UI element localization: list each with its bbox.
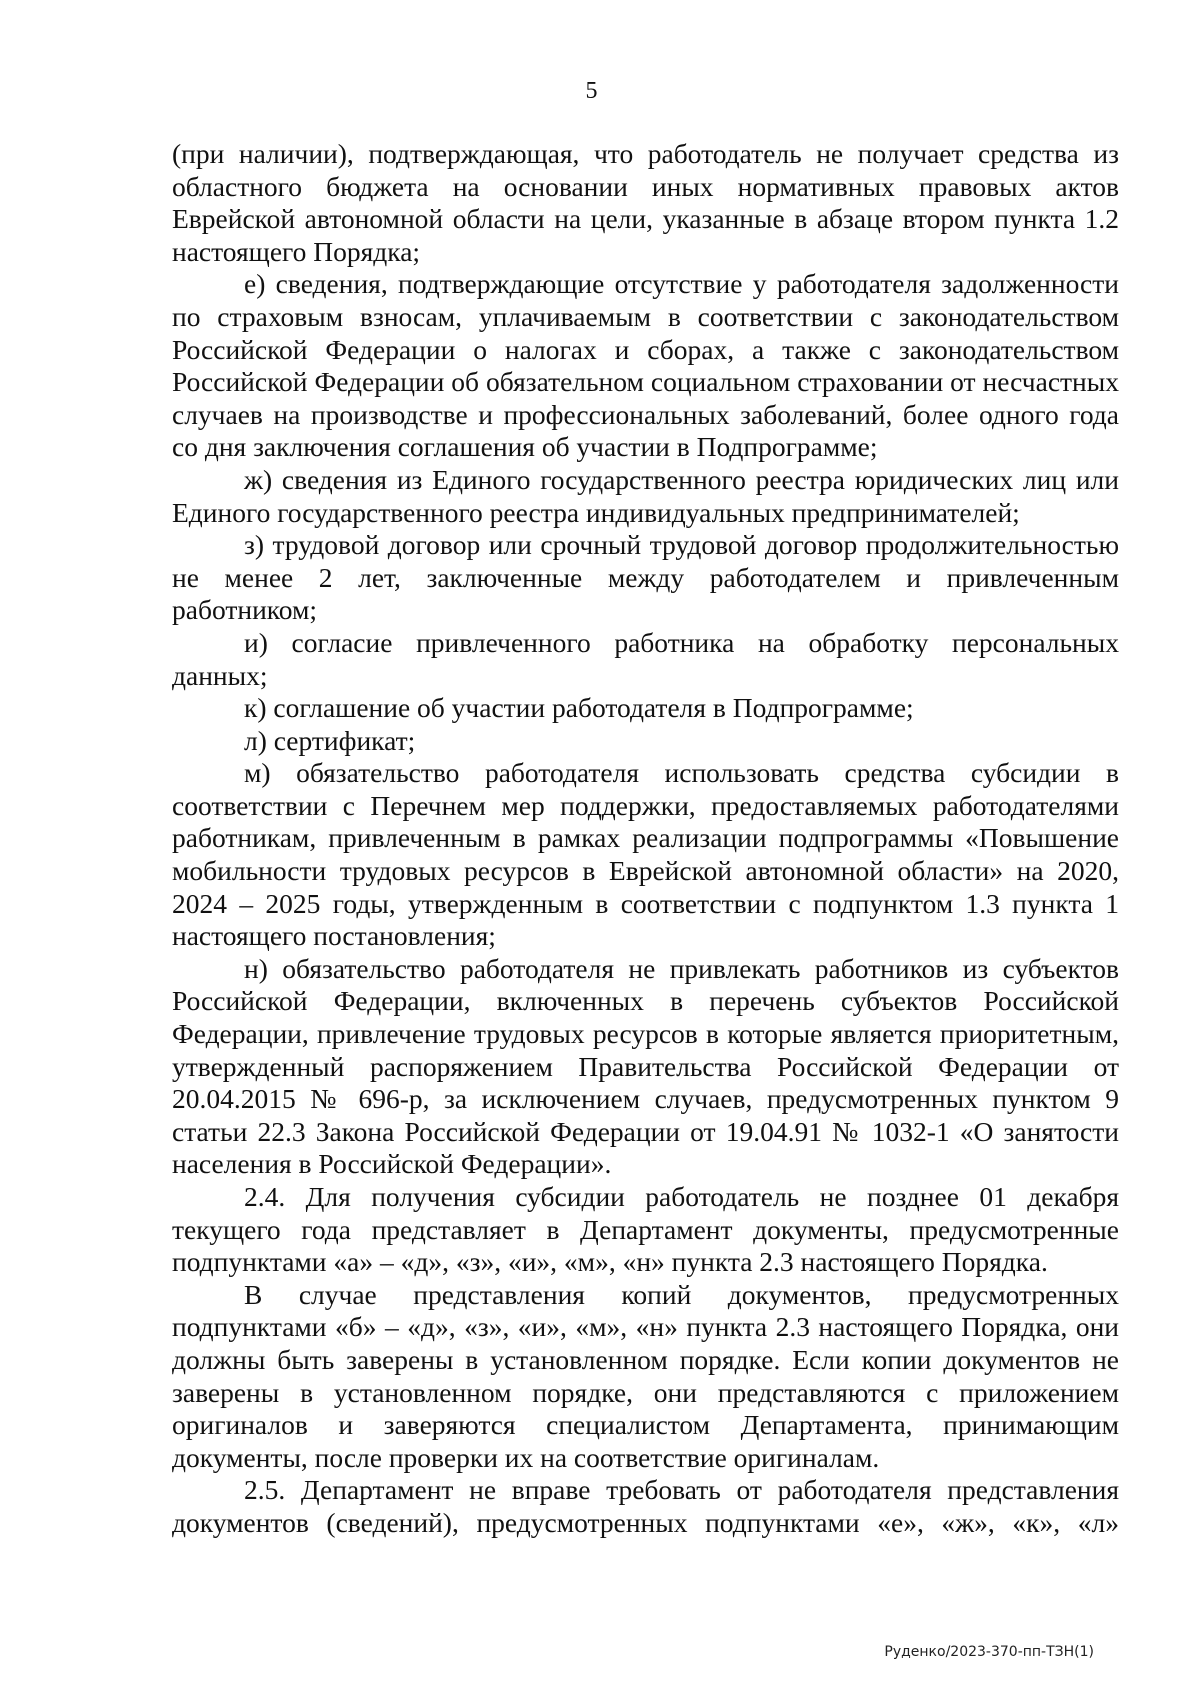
paragraph-item-z: з) трудовой договор или срочный трудовой договор продолжительностью не менее 2 лет, заключенные между работодателем и привлеченным работником;: [172, 529, 1119, 626]
paragraph-item-n: н) обязательство работодателя не привлекать работников из субъектов Российской Федерации, включенных в перечень субъектов Российской Федерации, привлечение трудовых ресурсов в которые является приоритетным, утвержденный распоряжением Правительства Российской Федерации от 20.04.2015 № 696-р, за исключением случаев, предусмотренных пунктом 9 статьи 22.3 Закона Российской Федерации от 19.04.91 № 1032-1 «О занятости населения в Российской Федерации».: [172, 952, 1119, 1180]
paragraph-item-zh: ж) сведения из Единого государственного реестра юридических лиц или Единого государственного реестра индивидуальных предпринимателей;: [172, 463, 1119, 528]
paragraph-copies-certification: В случае представления копий документов, предусмотренных подпунктами «б» – «д», «з», «и», «м», «н» пункта 2.3 настоящего Порядка, они должны быть заверены в установленном порядке. Если копии документов не заверены в установленном порядке, они представляются с приложением оригиналов и заверяются специалистом Департамента, принимающим документы, после проверки их на соответствие оригиналам.: [172, 1278, 1119, 1473]
paragraph-item-k: к) соглашение об участии работодателя в Подпрограмме;: [244, 692, 914, 724]
paragraph-section-2-5: 2.5. Департамент не вправе требовать от работодателя представления документов (сведений), предусмотренных подпунктами «е», «ж», «к», «л»: [172, 1474, 1119, 1538]
document-body: [172, 138, 1119, 1540]
paragraph-item-l: л) сертификат;: [244, 724, 416, 756]
paragraph-item-i: и) согласие привлеченного работника на обработку персональных данных;: [172, 626, 1119, 691]
document-code: Руденко/2023-370-пп-ТЗН(1): [884, 1644, 1094, 1660]
paragraph-item-e: е) сведения, подтверждающие отсутствие у работодателя задолженности по страховым взносам, уплачиваемым в соответствии с законодательством Российской Федерации о налогах и сборах, а также с законодательством Российской Федерации об обязательном социальном страховании от несчастных случаев на производстве и профессиональных заболеваний, более одного года со дня заключения соглашения об участии в Подпрограмме;: [172, 268, 1119, 463]
paragraph-section-2-4: 2.4. Для получения субсидии работодатель не позднее 01 декабря текущего года представляет в Департамент документы, предусмотренные подпунктами «а» – «д», «з», «и», «м», «н» пункта 2.3 настоящего Порядка.: [172, 1181, 1119, 1278]
page-number: 5: [585, 78, 598, 104]
paragraph-continuation: (при наличии), подтверждающая, что работодатель не получает средства из областного бюджета на основании иных нормативных правовых актов Еврейской автономной области на цели, указанные в абзаце втором пункта 1.2 настоящего Порядка;: [172, 138, 1119, 267]
paragraph-item-m: м) обязательство работодателя использовать средства субсидии в соответствии с Перечнем мер поддержки, предоставляемых работодателями работникам, привлеченным в рамках реализации подпрограммы «Повышение мобильности трудовых ресурсов в Еврейской автономной области» на 2020, 2024 – 2025 годы, утвержденным в соответствии с подпунктом 1.3 пункта 1 настоящего постановления;: [172, 757, 1119, 952]
